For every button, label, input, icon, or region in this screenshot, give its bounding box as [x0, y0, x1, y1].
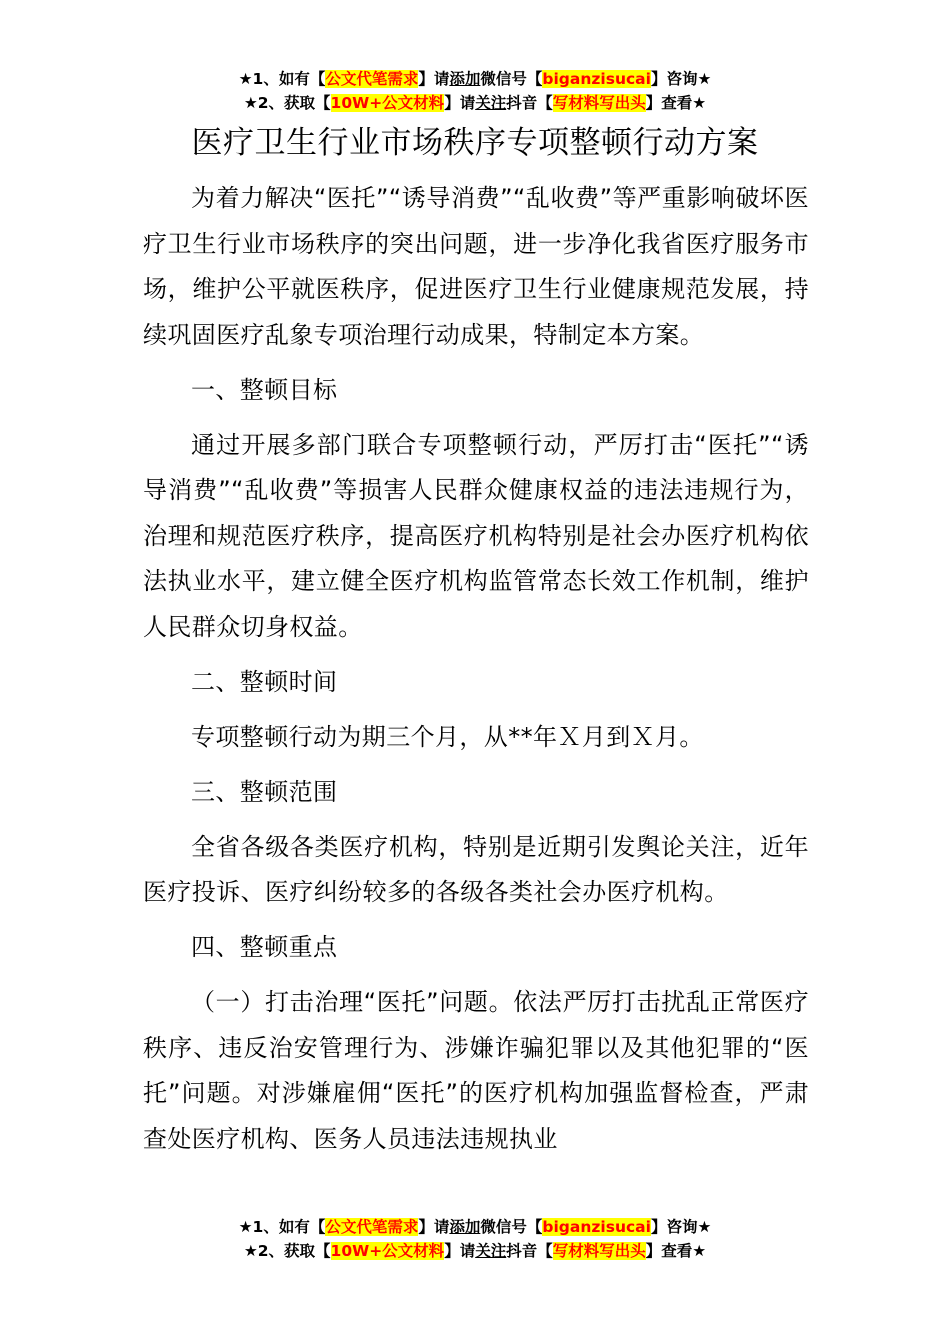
banner-highlight: 写材料写出头	[552, 94, 646, 112]
banner-highlight: 写材料写出头	[552, 1242, 646, 1260]
banner-text: 微信号【	[480, 1218, 543, 1236]
paragraph: 专项整顿行动为期三个月，从**年Ｘ月到Ｘ月。	[191, 722, 704, 751]
paragraph: （一）打击治理“医托”问题。依法严厉打击扰乱正常医疗秩序、违反治安管理行为、涉嫌诈骗犯罪以及其他犯罪的“医托”问题。对涉嫌雇佣“医托”的医疗机构加强监督检查，严肃查处医疗机构、医务人员违法违规执业	[143, 988, 809, 1153]
banner-text: 抖音【	[506, 94, 553, 112]
banner-highlight: 10W+公文材料	[330, 1242, 445, 1260]
banner-text: 】查看★	[645, 94, 707, 112]
banner-line-1	[0, 1215, 950, 1239]
paragraph: 通过开展多部门联合专项整顿行动，严厉打击“医托”“诱导消费”“乱收费”等损害人民群众健康权益的违法违规行为，治理和规范医疗秩序，提高医疗机构特别是社会办医疗机构依法执业水平，建立健全医疗机构监管常态长效工作机制，维护人民群众切身权益。	[143, 430, 809, 641]
banner-underline: 关注	[475, 94, 507, 112]
paragraph: 为着力解决“医托”“诱导消费”“乱收费”等严重影响破坏医疗卫生行业市场秩序的突出问题，进一步净化我省医疗服务市场，维护公平就医秩序，促进医疗卫生行业健康规范发展，持续巩固医疗乱象专项治理行动成果，特制定本方案。	[143, 184, 809, 349]
banner-underline: 关注	[475, 1242, 507, 1260]
document-title: 医疗卫生行业市场秩序专项整顿行动方案	[191, 125, 759, 161]
banner-line-2	[0, 91, 950, 115]
banner-text: 】请	[444, 94, 476, 112]
banner-text: 抖音【	[506, 1242, 553, 1260]
banner-highlight: 10W+公文材料	[330, 94, 445, 112]
banner-text: 】请	[418, 1218, 450, 1236]
banner-line-1	[0, 67, 950, 91]
section-heading: 一、整顿目标	[191, 375, 338, 404]
section-heading: 二、整顿时间	[191, 667, 338, 696]
section-heading: 三、整顿范围	[191, 777, 338, 806]
document-body	[143, 176, 809, 1172]
banner-highlight: biganzisucai	[542, 1218, 651, 1236]
banner-text: 】请	[418, 70, 450, 88]
banner-text: ★2、获取【	[243, 94, 331, 112]
section-heading: 四、整顿重点	[191, 933, 338, 961]
banner-highlight: 公文代笔需求	[325, 1218, 419, 1236]
top-banner	[0, 67, 950, 115]
banner-highlight: 公文代笔需求	[325, 70, 419, 88]
banner-text: 】咨询★	[650, 1218, 712, 1236]
banner-text: 】查看★	[645, 1242, 707, 1260]
banner-text: ★1、如有【	[238, 1218, 326, 1236]
banner-underline: 添加	[449, 1218, 481, 1236]
banner-text: ★2、获取【	[243, 1242, 331, 1260]
banner-text: ★1、如有【	[238, 70, 326, 88]
paragraph: 全省各级各类医疗机构，特别是近期引发舆论关注，近年医疗投诉、医疗纠纷较多的各级各类社会办医疗机构。	[143, 832, 809, 906]
banner-line-2	[0, 1239, 950, 1263]
banner-text: 微信号【	[480, 70, 543, 88]
banner-text: 】请	[444, 1242, 476, 1260]
banner-highlight: biganzisucai	[542, 70, 651, 88]
banner-underline: 添加	[449, 70, 481, 88]
banner-text: 】咨询★	[650, 70, 712, 88]
bottom-banner	[0, 1215, 950, 1263]
